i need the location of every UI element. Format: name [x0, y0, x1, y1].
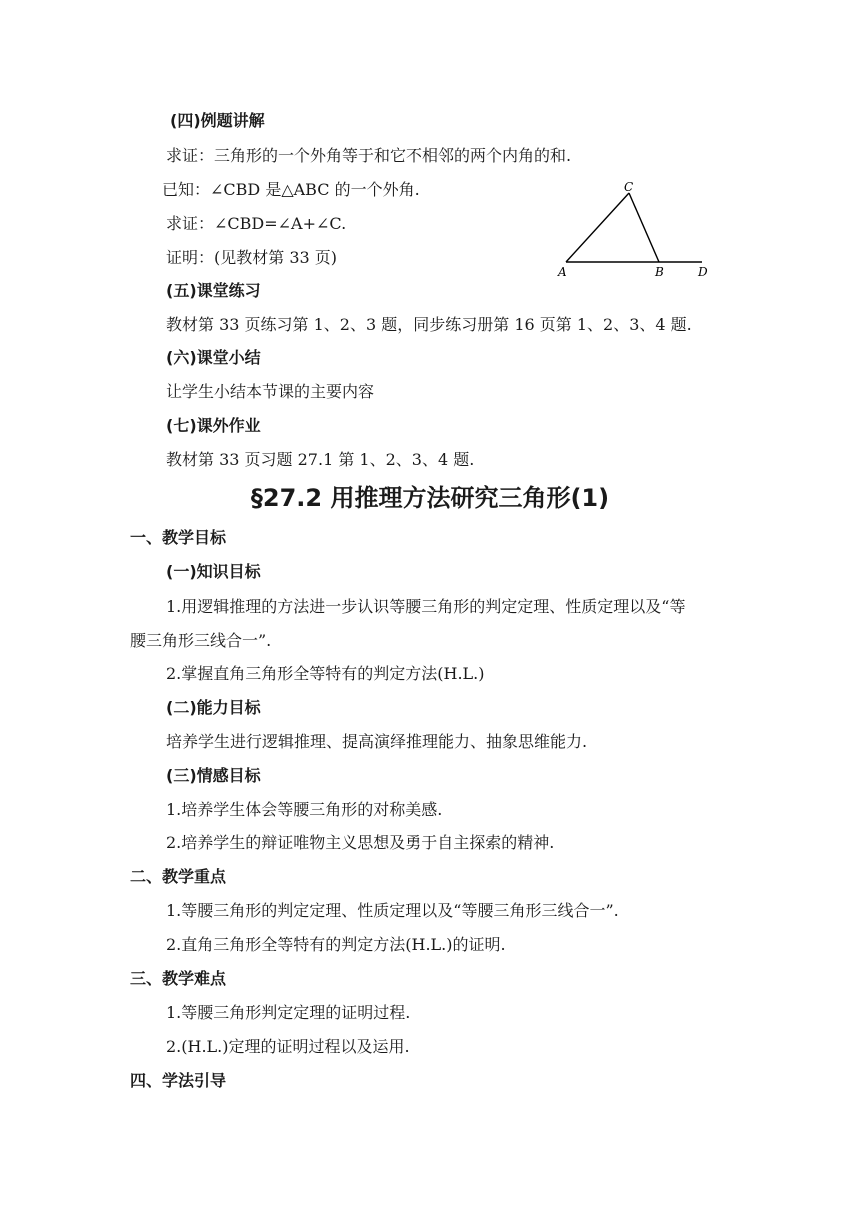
heading-difficulties: 三、教学难点	[130, 969, 227, 988]
emotion-item-2: 2.培养学生的辩证唯物主义思想及勇于自主探索的精神.	[166, 833, 555, 852]
key-point-2: 2.直角三角形全等特有的判定方法(H.L.)的证明.	[166, 935, 506, 954]
heading-homework: (七)课外作业	[166, 416, 261, 435]
prove-line: 求证：∠CBD=∠A+∠C.	[166, 214, 347, 233]
difficulty-2: 2.(H.L.)定理的证明过程以及运用.	[166, 1037, 410, 1056]
heading-knowledge: (一)知识目标	[166, 562, 261, 581]
point-label-b: B	[655, 265, 664, 279]
triangle-figure	[552, 176, 722, 280]
knowledge-item-1: 1.用逻辑推理的方法进一步认识等腰三角形的判定定理、性质定理以及“等	[166, 597, 686, 616]
key-point-1: 1.等腰三角形的判定定理、性质定理以及“等腰三角形三线合一”.	[166, 901, 619, 920]
emotion-item-1: 1.培养学生体会等腰三角形的对称美感.	[166, 800, 443, 819]
theorem-statement: 求证：三角形的一个外角等于和它不相邻的两个内角的和.	[166, 146, 572, 165]
given-line: 已知：∠CBD 是△ABC 的一个外角.	[162, 180, 420, 199]
heading-study-guide: 四、学法引导	[130, 1071, 227, 1090]
ability-text: 培养学生进行逻辑推理、提高演绎推理能力、抽象思维能力.	[166, 732, 588, 751]
practice-text: 教材第 33 页练习第 1、2、3 题，同步练习册第 16 页第 1、2、3、4 题.	[166, 315, 692, 334]
segment-ac	[566, 193, 629, 262]
summary-text: 让学生小结本节课的主要内容	[166, 382, 375, 401]
heading-ability: (二)能力目标	[166, 698, 261, 717]
heading-summary: (六)课堂小结	[166, 348, 261, 367]
point-label-a: A	[558, 265, 567, 279]
homework-text: 教材第 33 页习题 27.1 第 1、2、3、4 题.	[166, 450, 475, 469]
knowledge-item-2: 2.掌握直角三角形全等特有的判定方法(H.L.)	[166, 664, 485, 683]
knowledge-item-1-cont: 腰三角形三线合一”.	[130, 631, 272, 650]
heading-example: (四)例题讲解	[170, 111, 265, 130]
section-title: §27.2 用推理方法研究三角形(1)	[250, 484, 610, 512]
heading-emotion: (三)情感目标	[166, 766, 261, 785]
point-label-d: D	[698, 265, 708, 279]
proof-line: 证明：(见教材第 33 页)	[166, 248, 338, 267]
difficulty-1: 1.等腰三角形判定定理的证明过程.	[166, 1003, 411, 1022]
segment-cb	[629, 193, 659, 262]
heading-key-points: 二、教学重点	[130, 867, 227, 886]
heading-practice: (五)课堂练习	[166, 281, 261, 300]
heading-objectives: 一、教学目标	[130, 528, 227, 547]
point-label-c: C	[624, 180, 634, 194]
